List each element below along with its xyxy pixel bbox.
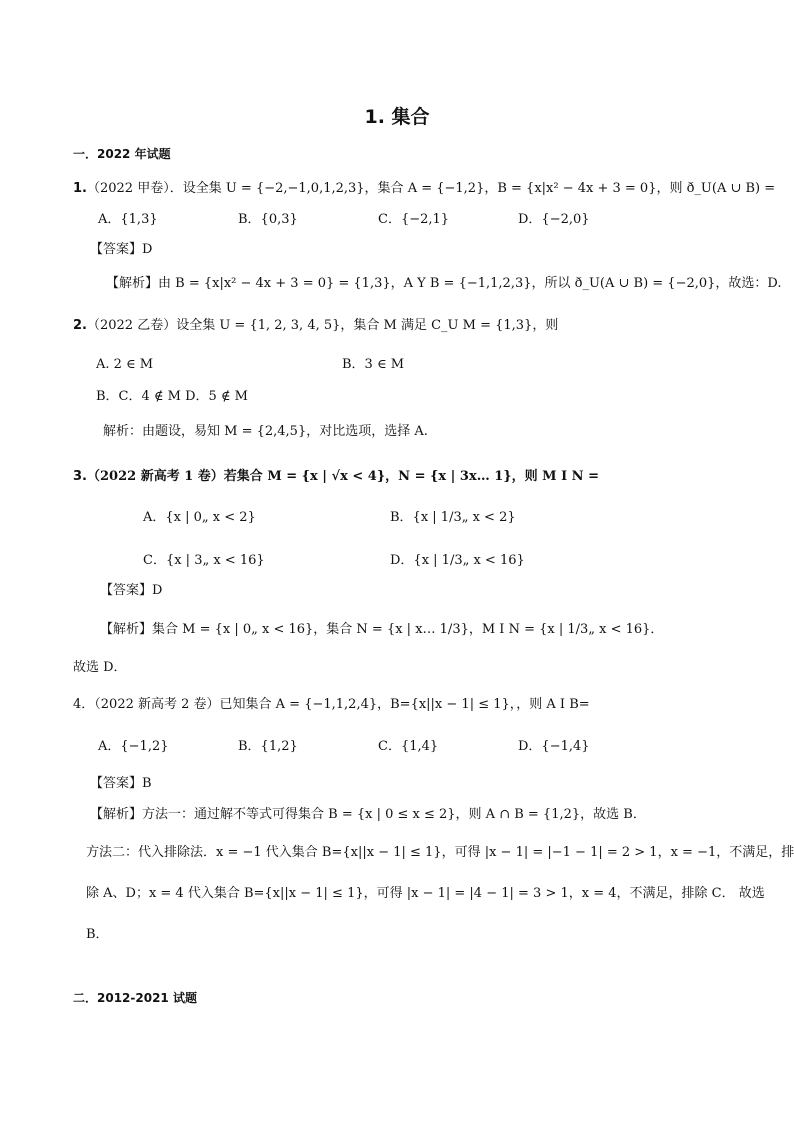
question-4-text: （2022 新高考 2 卷）已知集合 A = {−1,1,2,4}，B={x||x − 1| ≤ 1}，，则 A I B= xyxy=(94,697,590,712)
q1-answer: 【答案】D xyxy=(90,242,153,257)
q1-option-d: D．{−2,0} xyxy=(518,212,590,227)
q4-method2-line3: B． xyxy=(86,927,109,942)
q1-analysis: 【解析】由 B = {x|x² − 4x + 3 = 0} = {1,3}，A Y B = {−1,1,2,3}，所以 ð_U(A ∪ B) = {−2,0}，故选：D. xyxy=(106,276,782,291)
q1-option-c: C．{−2,1} xyxy=(378,212,450,227)
q3-conclusion: 故选 D． xyxy=(73,660,127,675)
question-1-number: 1. xyxy=(73,181,87,196)
q3-option-a: A．{x | 0„ x < 2} xyxy=(143,510,256,525)
question-3-text: （2022 新高考 1 卷）若集合 M = {x | √x < 4}，N = {x | 3x… 1}，则 M I N = xyxy=(86,469,599,484)
q4-analysis: 【解析】方法一：通过解不等式可得集合 B = {x | 0 ≤ x ≤ 2}，则 A ∩ B = {1,2}，故选 B． xyxy=(90,807,646,822)
section-heading-2022: 一．2022 年试题 xyxy=(73,147,171,161)
q3-answer: 【答案】D xyxy=(100,583,163,598)
q3-option-c: C．{x | 3„ x < 16} xyxy=(143,553,265,568)
q4-option-a: A．{−1,2} xyxy=(98,739,169,754)
q1-option-b: B．{0,3} xyxy=(238,212,298,227)
q4-method2-line1: 方法二：代入排除法．x = −1 代入集合 B={x||x − 1| ≤ 1}，可得 |x − 1| = |−1 − 1| = 2 > 1，x = −1，不满足，排 xyxy=(86,845,794,860)
q4-option-b: B．{1,2} xyxy=(238,739,298,754)
question-1-text: （2022 甲卷）．设全集 U = {−2,−1,0,1,2,3}，集合 A = {−1,2}，B = {x|x² − 4x + 3 = 0}，则 ð_U(A ∪ B) = xyxy=(86,181,776,196)
q2-option-c-d: B．C．4 ∉ M D．5 ∉ M xyxy=(96,389,248,404)
question-1-stem xyxy=(73,181,775,197)
question-2-text: （2022 乙卷）设全集 U = {1, 2, 3, 4, 5}，集合 M 满足 C_U M = {1,3}，则 xyxy=(86,318,559,333)
page-title: 1. 集合 xyxy=(364,106,430,128)
question-4-stem xyxy=(73,697,590,713)
q4-option-d: D．{−1,4} xyxy=(518,739,590,754)
question-2-number: 2. xyxy=(73,318,87,333)
q2-option-a: A. 2 ∈ M xyxy=(96,357,154,372)
q1-option-a: A．{1,3} xyxy=(98,212,158,227)
section-heading-2012-2021: 二．2012-2021 试题 xyxy=(73,991,197,1005)
q3-option-b: B．{x | 1/3„ x < 2} xyxy=(390,510,516,525)
q3-option-d: D．{x | 1/3„ x < 16} xyxy=(390,553,525,568)
q2-analysis: 解析：由题设，易知 M = {2,4,5}，对比选项，选择 A. xyxy=(103,424,428,439)
question-2-stem xyxy=(73,318,558,334)
q4-option-c: C．{1,4} xyxy=(378,739,439,754)
q4-answer: 【答案】B xyxy=(90,776,152,791)
question-3-number: 3. xyxy=(73,469,87,484)
question-4-number: 4． xyxy=(73,697,95,712)
q4-method2-line2: 除 A、D；x = 4 代入集合 B={x||x − 1| ≤ 1}，可得 |x − 1| = |4 − 1| = 3 > 1，x = 4，不满足，排除 C． 故选 xyxy=(86,886,765,901)
q2-option-b: B．3 ∈ M xyxy=(342,357,405,372)
q3-analysis: 【解析】集合 M = {x | 0„ x < 16}，集合 N = {x | x… 1/3}，M I N = {x | 1/3„ x < 16}． xyxy=(100,622,664,637)
question-3-stem xyxy=(73,469,599,485)
